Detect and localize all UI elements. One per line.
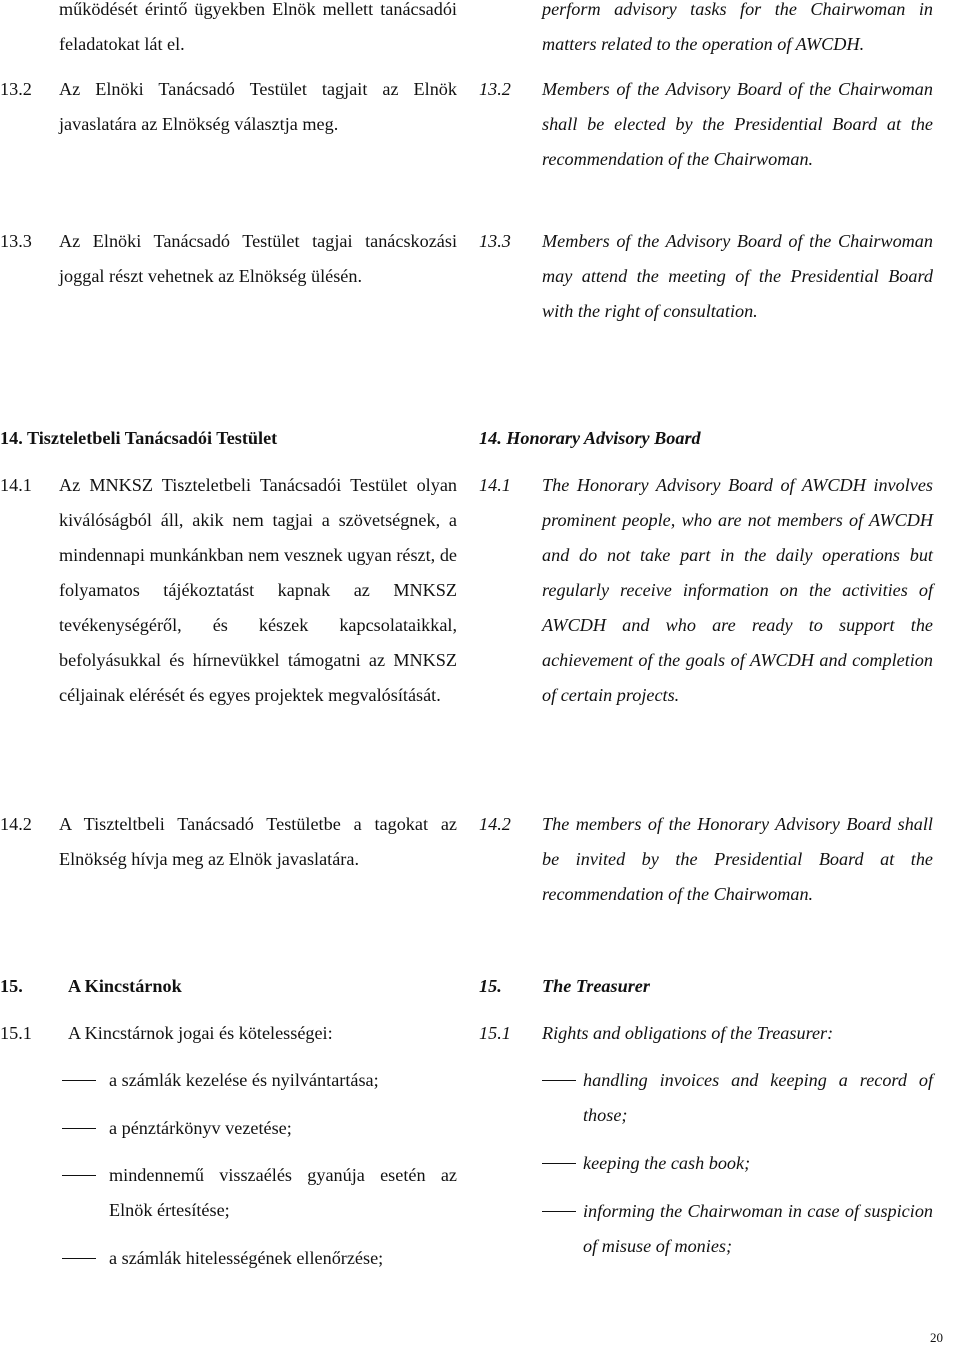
en-clause-15-1-number: 15.1 bbox=[479, 1023, 511, 1043]
hu-clause-number: 14.1 bbox=[0, 475, 32, 495]
hu-clause-number: 13.3 bbox=[0, 231, 32, 251]
hu-clause-text: Az Elnöki Tanácsadó Testület tagjai tanácskozási joggal részt vehetnek az Elnökség ülésén. bbox=[59, 231, 457, 286]
en-clause-number: 13.2 bbox=[479, 79, 511, 99]
hu-bullet-text: mindennemű visszaélés gyanúja esetén az Elnök értesítése; bbox=[109, 1165, 457, 1220]
en-clause-text: Members of the Advisory Board of the Chairwoman shall be elected by the Presidential Board at the recommendation of the Chairwoman. bbox=[542, 79, 933, 169]
en-clause-number: 13.3 bbox=[479, 231, 511, 251]
hu-bullet-text: a számlák kezelése és nyilvántartása; bbox=[109, 1070, 379, 1090]
en-clause-text: The Honorary Advisory Board of AWCDH involves prominent people, who are not members of AWCDH and do not take part in the daily operations but regularly receive information on the activities of AWCDH and who are ready to support the achievement of the goals of AWCDH and completion of certain projects. bbox=[542, 475, 933, 705]
hu-clause-text: A Tiszteltbeli Tanácsadó Testületbe a tagokat az Elnökség hívja meg az Elnök javaslatára. bbox=[59, 814, 457, 869]
en-bullet-text: informing the Chairwoman in case of suspicion of misuse of monies; bbox=[583, 1201, 933, 1256]
dash-icon bbox=[542, 1080, 576, 1081]
en-section-15-heading: The Treasurer bbox=[542, 976, 650, 996]
hu-clause-text: Az MNKSZ Tiszteletbeli Tanácsadói Testület olyan kiválóságból áll, akik nem tagjai a szövetségnek, a mindennapi munkánkban nem vesznek ugyan részt, de folyamatos tájékoztatást kapnak az MNKSZ tevékenységéről, és készek kapcsolataikkal, befolyásukkal és hírnevükkel támogatni az MNKSZ céljainak elérését és egyes projektek megvalósítását. bbox=[59, 475, 457, 705]
en-section-15-number: 15. bbox=[479, 976, 502, 996]
hu-continuation-text: működését érintő ügyekben Elnök mellett tanácsadói feladatokat lát el. bbox=[59, 0, 457, 54]
hu-clause-number: 14.2 bbox=[0, 814, 32, 834]
hu-bullet-text: a számlák hitelességének ellenőrzése; bbox=[109, 1248, 384, 1268]
en-section-14-heading: 14. Honorary Advisory Board bbox=[479, 428, 701, 448]
hu-section-15-heading: A Kincstárnok bbox=[68, 976, 182, 996]
page-number: 20 bbox=[930, 1330, 943, 1345]
hu-section-15-number: 15. bbox=[0, 976, 23, 996]
hu-clause-number: 13.2 bbox=[0, 79, 32, 99]
dash-icon bbox=[62, 1128, 96, 1129]
dash-icon bbox=[62, 1258, 96, 1259]
hu-clause-15-1-number: 15.1 bbox=[0, 1023, 32, 1043]
hu-bullet-text: a pénztárkönyv vezetése; bbox=[109, 1118, 292, 1138]
en-clause-15-1-text: Rights and obligations of the Treasurer: bbox=[542, 1023, 834, 1043]
hu-section-14-heading: 14. Tiszteletbeli Tanácsadói Testület bbox=[0, 428, 278, 448]
en-bullet-text: keeping the cash book; bbox=[583, 1153, 751, 1173]
dash-icon bbox=[542, 1211, 576, 1212]
en-clause-number: 14.1 bbox=[479, 475, 511, 495]
hu-clause-text: Az Elnöki Tanácsadó Testület tagjait az Elnök javaslatára az Elnökség választja meg. bbox=[59, 79, 457, 134]
dash-icon bbox=[542, 1163, 576, 1164]
en-clause-text: The members of the Honorary Advisory Board shall be invited by the Presidential Board at the recommendation of the Chairwoman. bbox=[542, 814, 933, 904]
en-continuation-text: perform advisory tasks for the Chairwoman in matters related to the operation of AWCDH. bbox=[542, 0, 933, 54]
hu-clause-15-1-text: A Kincstárnok jogai és kötelességei: bbox=[68, 1023, 333, 1043]
en-clause-text: Members of the Advisory Board of the Chairwoman may attend the meeting of the Presidential Board with the right of consultation. bbox=[542, 231, 933, 321]
en-bullet-text: handling invoices and keeping a record of those; bbox=[583, 1070, 933, 1125]
en-clause-number: 14.2 bbox=[479, 814, 511, 834]
dash-icon bbox=[62, 1175, 96, 1176]
dash-icon bbox=[62, 1080, 96, 1081]
